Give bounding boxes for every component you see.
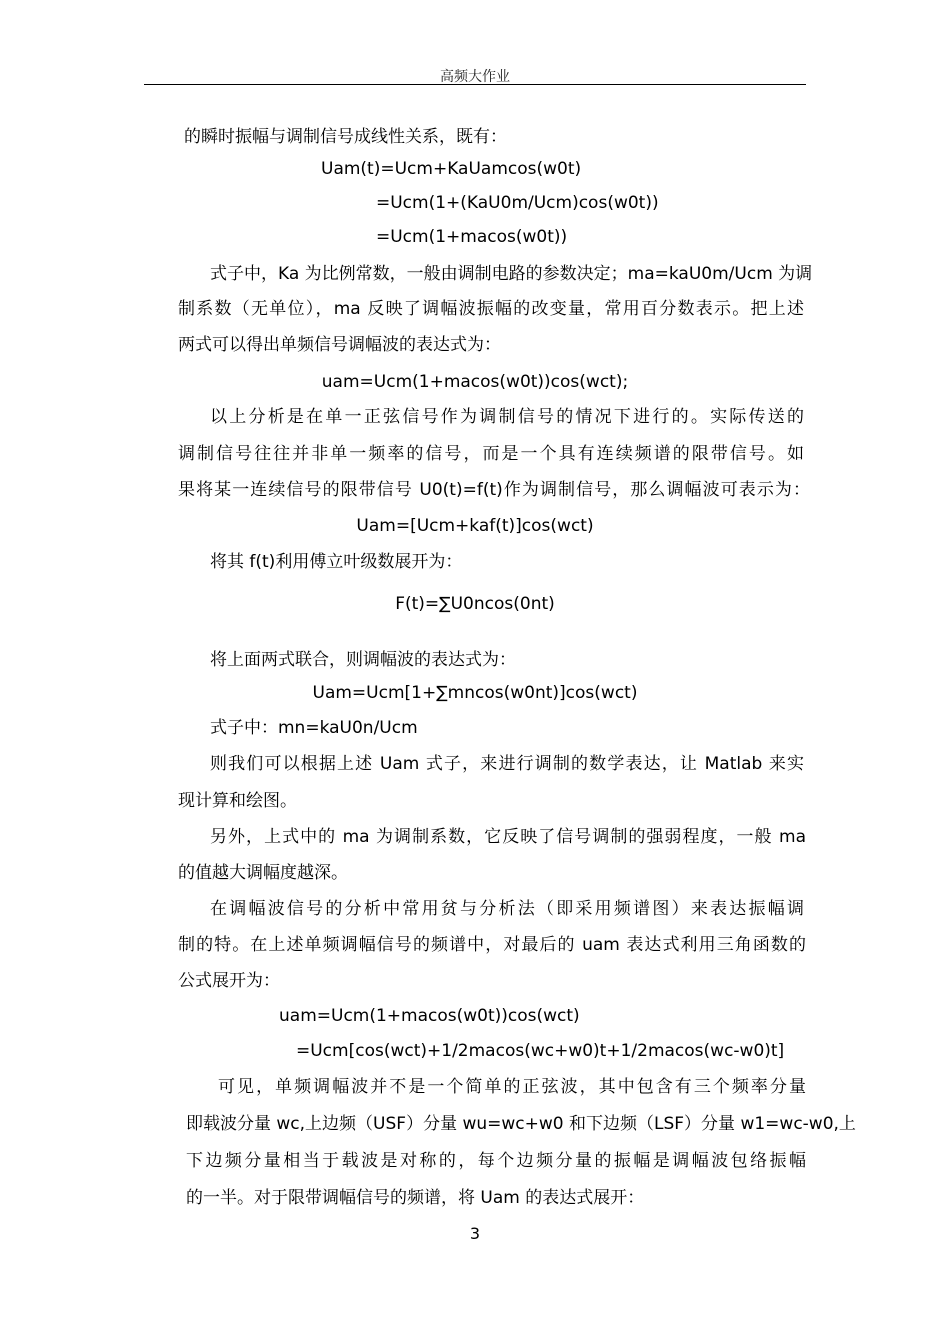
text-line: 制系数（无单位），ma 反映了调幅波振幅的改变量，常用百分数表示。把上述 <box>178 299 804 319</box>
text-line: 果将某一连续信号的限带信号 U0(t)=f(t)作为调制信号，那么调幅波可表示为： <box>178 480 810 500</box>
formula-line: F(t)=∑U0ncos(0nt) <box>395 594 555 614</box>
formula-line: =Ucm(1+macos(w0t)) <box>376 227 568 247</box>
text-line: 在调幅波信号的分析中常用贫与分析法（即采用频谱图）来表达振幅调 <box>210 899 804 919</box>
text-line: 调制信号往往并非单一频率的信号，而是一个具有连续频谱的限带信号。如 <box>178 444 804 464</box>
text-line: 将其 f(t)利用傅立叶级数展开为： <box>210 552 463 572</box>
text-line: 现计算和绘图。 <box>178 791 297 811</box>
page-number: 3 <box>469 1224 481 1243</box>
text-line: 的一半。对于限带调幅信号的频谱，将 Uam 的表达式展开： <box>186 1188 645 1208</box>
text-line: 即载波分量 wc,上边频（USF）分量 wu=wc+w0 和下边频（LSF）分量 w1=wc-w0,上 <box>186 1114 856 1134</box>
formula-line: =Ucm[cos(wct)+1/2macos(wc+w0)t+1/2macos(wc-w0)t] <box>296 1041 785 1061</box>
text-line: 的瞬时振幅与调制信号成线性关系，既有： <box>184 127 507 147</box>
text-line: 以上分析是在单一正弦信号作为调制信号的情况下进行的。实际传送的 <box>210 407 804 427</box>
text-line: 另外，上式中的 ma 为调制系数，它反映了信号调制的强弱程度，一般 ma <box>210 827 806 847</box>
text-line: 公式展开为： <box>178 971 280 991</box>
header-rule <box>144 84 806 85</box>
formula-line: Uam=Ucm[1+∑mncos(w0nt)]cos(wct) <box>312 683 638 703</box>
text-line: 的值越大调幅度越深。 <box>178 863 348 883</box>
text-line: 则我们可以根据上述 Uam 式子，来进行调制的数学表达，让 Matlab 来实 <box>210 754 804 774</box>
text-line: 将上面两式联合，则调幅波的表达式为： <box>210 650 516 670</box>
text-line: 式子中，Ka 为比例常数，一般由调制电路的参数决定；ma=kaU0m/Ucm 为调 <box>210 264 813 284</box>
text-line: 下边频分量相当于载波是对称的，每个边频分量的振幅是调幅波包络振幅 <box>186 1151 806 1171</box>
text-line: 制的特。在上述单频调幅信号的频谱中，对最后的 uam 表达式利用三角函数的 <box>178 935 806 955</box>
text-line: 两式可以得出单频信号调幅波的表达式为： <box>178 335 501 355</box>
formula-line: uam=Ucm(1+macos(w0t))cos(wct); <box>321 372 629 392</box>
page-header: 高频大作业 <box>440 69 510 85</box>
formula-line: Uam=[Ucm+kaf(t)]cos(wct) <box>356 516 594 536</box>
text-line: 式子中：mn=kaU0n/Ucm <box>210 718 418 738</box>
formula-line: Uam(t)=Ucm+KaUamcos(w0t) <box>321 159 582 179</box>
formula-line: uam=Ucm(1+macos(w0t))cos(wct) <box>279 1006 580 1026</box>
text-line: 可见，单频调幅波并不是一个简单的正弦波，其中包含有三个频率分量 <box>218 1077 806 1097</box>
formula-line: =Ucm(1+(KaU0m/Ucm)cos(w0t)) <box>376 193 659 213</box>
